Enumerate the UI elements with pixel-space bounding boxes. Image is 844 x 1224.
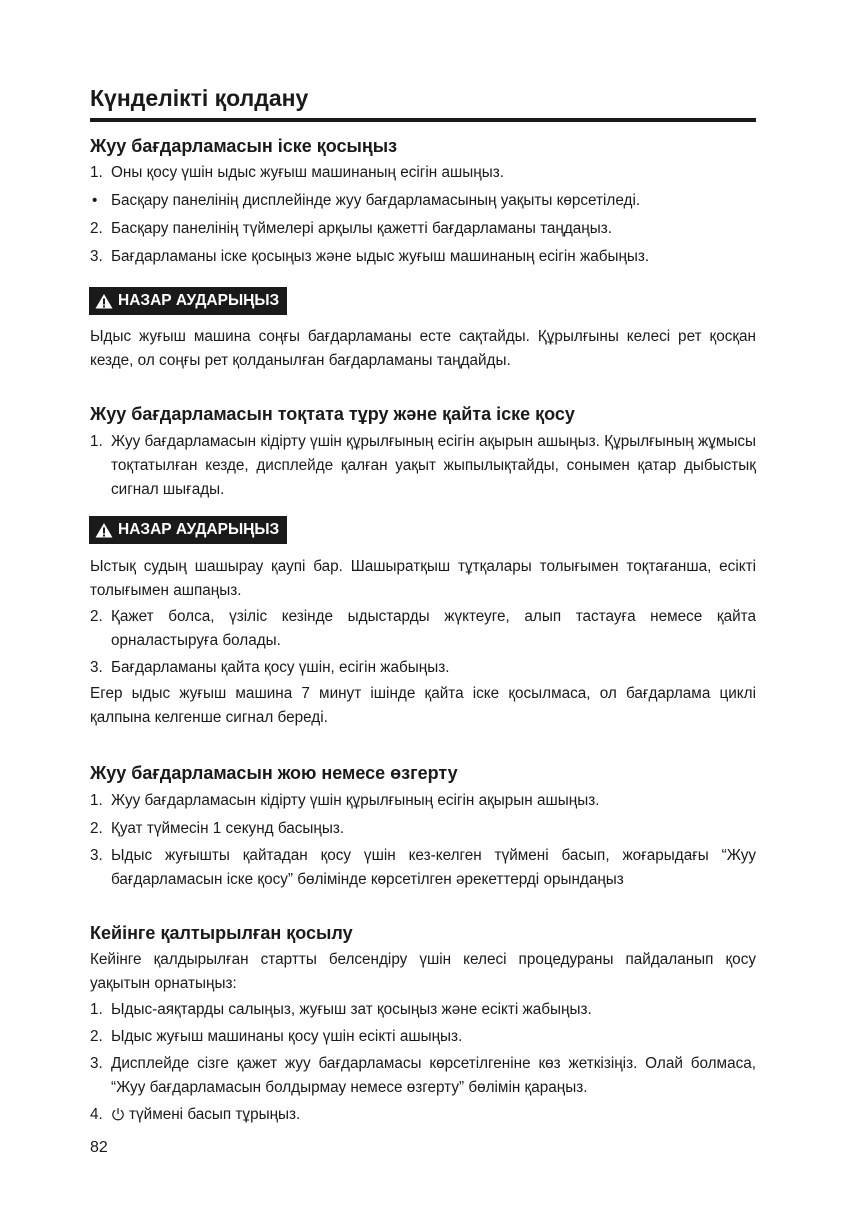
list-item-text: Оны қосу үшін ыдыс жуғыш машинаның есігін ашыңыз.	[111, 164, 504, 181]
list-item-text: Ыдыс жуғыш машинаны қосу үшін есікті ашыңыз.	[111, 1028, 463, 1045]
list-item	[90, 217, 756, 241]
list-marker: 3.	[90, 1055, 103, 1072]
bullet-marker: •	[92, 192, 98, 209]
section-heading-pause-program: Жуу бағдарламасын тоқтата тұру және қайта іске қосу	[90, 404, 575, 424]
page-number: 82	[90, 1139, 108, 1156]
list-item	[90, 789, 756, 813]
list-marker: 2.	[90, 1028, 103, 1045]
list-item-text: Басқару панелінің түймелері арқылы қажетті бағдарламаны таңдаңыз.	[111, 220, 612, 237]
chapter-title: Күнделікті қолдану	[90, 84, 756, 122]
list-marker: 1.	[90, 792, 103, 809]
warning-label-text: НАЗАР АУДАРЫҢЫЗ	[118, 521, 280, 538]
list-marker: 2.	[90, 220, 103, 237]
list-item-text: Бағдарламаны іске қосыңыз және ыдыс жуғыш машинаның есігін жабыңыз.	[111, 248, 650, 265]
list-item-text: Бағдарламаны қайта қосу үшін, есігін жабыңыз.	[111, 659, 450, 676]
list-item-text: Жуу бағдарламасын кідірту үшін құрылғының есігін ақырын ашыңыз.	[111, 792, 600, 809]
list-item-text-with-icon	[111, 1103, 756, 1127]
intro-text: Кейінге қалдырылған стартты белсендіру үшін келесі процедураны пайдаланып қосу уақытын орнатыңыз:	[90, 951, 756, 992]
note-text: Егер ыдыс жуғыш машина 7 минут ішінде қайта іске қосылмаса, ол бағдарлама циклі қалпына келгенше сигнал береді.	[90, 685, 756, 726]
list-marker: 1.	[90, 433, 103, 450]
warning-label-text: НАЗАР АУДАРЫҢЫЗ	[118, 292, 280, 309]
list-marker: 1.	[90, 1001, 103, 1018]
warning-icon	[95, 293, 113, 309]
list-item	[90, 1103, 756, 1127]
list-item	[90, 1025, 756, 1049]
list-item-text: Басқару панелінің дисплейінде жуу бағдарламасының уақыты көрсетіледі.	[111, 192, 641, 209]
list-item	[90, 1052, 756, 1100]
list-item	[90, 844, 756, 892]
list-item-text: Ыдыс жуғышты қайтадан қосу үшін кез-келген түймені басып, жоғарыдағы “Жуу бағдарламасын іске қосу” бөлімінде көрсетілген әрекеттерді орындаңыз	[111, 847, 756, 888]
list-marker: 3.	[90, 248, 103, 265]
list-item	[90, 817, 756, 841]
warning-label	[89, 287, 287, 315]
list-item-text: Қажет болса, үзіліс кезінде ыдыстарды жүктеуге, алып тастауға немесе қайта орналастыруға болады.	[111, 608, 756, 649]
list-item	[90, 430, 756, 502]
list-item	[90, 998, 756, 1022]
list-item-text: Дисплейде сізге қажет жуу бағдарламасы көрсетілгеніне көз жеткізіңіз. Олай болмаса, “Жуу бағдарламасын болдырмау немесе өзгерту” бөлімін қараңыз.	[111, 1055, 756, 1096]
list-item	[90, 161, 756, 185]
note-text: Ыдыс жуғыш машина соңғы бағдарламаны есте сақтайды. Құрылғыны келесі рет қосқан кезде, ол соңғы рет қолданылған бағдарламаны таңдайды.	[90, 328, 756, 369]
list-item	[90, 656, 756, 680]
list-marker: 1.	[90, 164, 103, 181]
list-item	[90, 245, 756, 269]
section-heading-cancel-program: Жуу бағдарламасын жою немесе өзгерту	[90, 763, 458, 783]
list-item-text: Ыдыс-аяқтарды салыңыз, жуғыш зат қосыңыз және есікті жабыңыз.	[111, 1001, 592, 1018]
list-marker: 4.	[90, 1106, 103, 1123]
section-heading-start-program: Жуу бағдарламасын іске қосыңыз	[90, 136, 398, 156]
list-item	[90, 189, 756, 213]
list-item	[90, 605, 756, 653]
section-heading-delayed-start: Кейінге қалтырылған қосылу	[90, 923, 353, 943]
power-icon	[111, 1107, 125, 1121]
list-marker: 2.	[90, 820, 103, 837]
warning-text: Ыстық судың шашырау қаупі бар. Шашыратқыш тұтқалары толығымен тоқтағанша, есікті толығымен ашпаңыз.	[90, 558, 756, 599]
list-marker: 3.	[90, 847, 103, 864]
list-item-text: Қуат түймесін 1 секунд басыңыз.	[111, 820, 345, 837]
list-item-text: Жуу бағдарламасын кідірту үшін құрылғының есігін ақырын ашыңыз. Құрылғының жұмысы тоқтатылған кезде, дисплейде қалған уақыт жыпылықтайды, сонымен қатар дыбыстық сигнал шығады.	[111, 433, 756, 498]
warning-label	[89, 516, 287, 544]
warning-icon	[95, 522, 113, 538]
list-marker: 3.	[90, 659, 103, 676]
list-marker: 2.	[90, 608, 103, 625]
list-item-text: түймені басып тұрыңыз.	[129, 1106, 301, 1123]
